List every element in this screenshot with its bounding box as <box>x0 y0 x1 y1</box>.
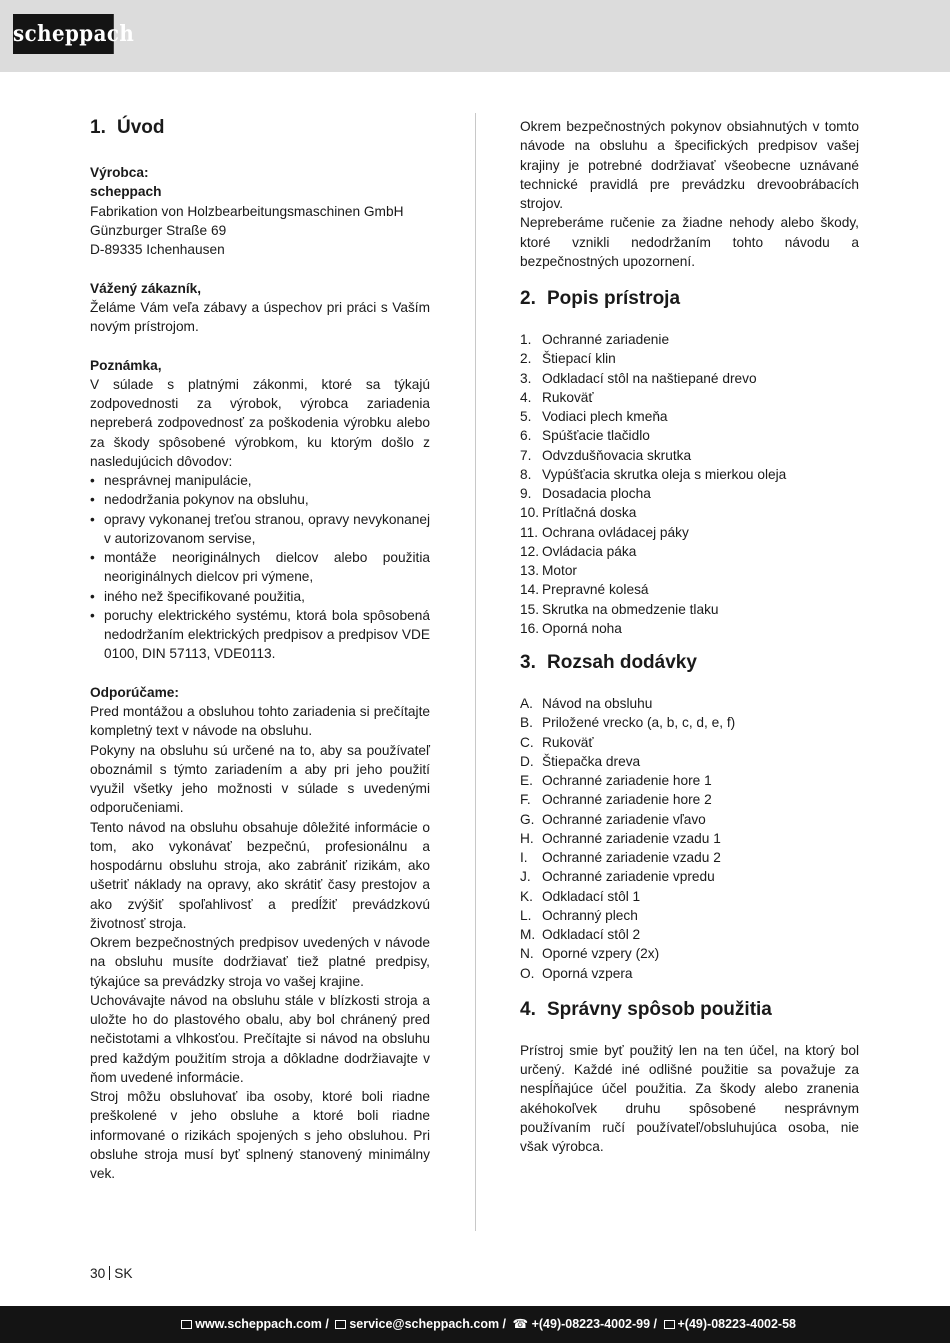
section-2-heading <box>520 288 859 310</box>
manufacturer-line: Günzburger Straße 69 <box>90 222 227 238</box>
list-item: 14. Prepravné kolesá <box>520 582 649 598</box>
list-item: M. Odkladací stôl 2 <box>520 927 641 942</box>
section-3-heading <box>520 652 859 674</box>
list-item: N. Oporné vzpery (2x) <box>520 946 660 962</box>
recommendation-paragraph: Tento návod na obsluhu obsahuje dôležité informácie o tom, ako vykonávať bezpečnú, profesionálnu a hospodárnu obsluhu stroja, ako zabrániť rizikám, ako ušetriť náklady na opravy, ako skrátiť časy prestojov a ako zvýšiť spoľahlivosť a predĺžiť prevádzkovú životnosť stroja. <box>90 819 430 931</box>
list-item: • opravy vykonanej treťou stranou, opravy nevykonanej v autorizovanom servise, <box>90 510 430 549</box>
note-bullet-list <box>90 471 430 664</box>
list-item: 15. Skrutka na obmedzenie tlaku <box>520 601 719 617</box>
fax-number: +(49)-08223-4002-58 <box>677 1317 796 1331</box>
list-item: 16. Oporná noha <box>520 620 622 636</box>
intended-use-text: Prístroj smie byť použitý len na ten účel, na ktorý bol určený. Každé iné odlišné použitie sa považuje za nespĺňajúce účel použitia. Za škody alebo zranenia akéhokoľvek druhu spôsobené nesprávnym používaním ručí používateľ/obsluhujúca osoba, nie však výrobca. <box>520 1042 859 1154</box>
note-text: V súlade s platnými zákonmi, ktoré sa týkajú zodpovednosti za výrobok, výrobca zariadenia nepreberá zodpovednosť za poškodenia výrobku alebo za škody spôsobené výrobkom, ku ktorým došlo z nasledujúcich dôvodov: <box>90 376 430 469</box>
section-title: Rozsah dodávky <box>547 652 697 673</box>
section-number: 2. <box>520 288 536 309</box>
website-link[interactable]: www.scheppach.com / <box>195 1317 329 1331</box>
list-item: C. Rukoväť <box>520 734 594 750</box>
intro-paragraph: Nepreberáme ručenie za žiadne nehody alebo škody, ktoré vznikli nedodržaním tohto návodu a bezpečnostných upozornení. <box>520 215 859 269</box>
list-item: B. Priložené vrecko (a, b, c, d, e, f) <box>520 715 736 731</box>
list-item: E. Ochranné zariadenie hore 1 <box>520 773 712 788</box>
list-item: 10. Prítlačná doska <box>520 505 637 521</box>
recommendation-paragraph: Pred montážou a obsluhou tohto zariadenia si prečítajte kompletný text v návode na obsluhu. <box>90 704 430 739</box>
dear-customer-label: Vážený zákazník, <box>90 280 202 296</box>
list-item: 13. Motor <box>520 563 577 578</box>
section-title: Úvod <box>117 117 165 138</box>
section-title: Popis prístroja <box>547 288 681 309</box>
delivery-scope-list <box>520 694 859 983</box>
list-item: 5. Vodiaci plech kmeňa <box>520 409 668 424</box>
list-item: L. Ochranný plech <box>520 907 638 923</box>
manufacturer-line: D-89335 Ichenhausen <box>90 242 225 257</box>
list-item: F. Ochranné zariadenie hore 2 <box>520 792 712 808</box>
list-item: 6. Spúšťacie tlačidlo <box>520 428 650 444</box>
list-item: • poruchy elektrického systému, ktorá bola spôsobená nedodržaním elektrických predpisov a predpisov VDE 0100, DIN 57113, VDE0113. <box>90 606 430 664</box>
recommendation-label: Odporúčame: <box>90 684 179 700</box>
list-item: 9. Dosadacia plocha <box>520 486 651 501</box>
recommendation-paragraph: Stroj môžu obsluhovať iba osoby, ktoré boli riadne preškolené v jeho obsluhe a ktoré boli riadne informované o rizikách spojených s jeho obsluhou. Pri obsluhe stroja musí byť splnený stanovený minimálny vek. <box>90 1089 430 1181</box>
list-item: 1. Ochranné zariadenie <box>520 332 670 347</box>
list-item: H. Ochranné zariadenie vzadu 1 <box>520 830 721 846</box>
right-column <box>520 117 859 1156</box>
list-item: I. Ochranné zariadenie vzadu 2 <box>520 850 721 865</box>
phone-icon: ☎ <box>512 1317 529 1331</box>
column-divider <box>475 113 476 1231</box>
list-item: • montáže neoriginálnych dielcov alebo použitia neoriginálnych dielcov pri výmene, <box>90 548 430 587</box>
left-column <box>90 117 430 1183</box>
list-item: • nedodržania pokynov na obsluhu, <box>90 490 430 509</box>
mail-icon <box>335 1320 346 1329</box>
footer-separator <box>109 1266 110 1280</box>
email-link[interactable]: service@scheppach.com / <box>349 1317 507 1331</box>
note-label: Poznámka, <box>90 357 162 373</box>
device-parts-list <box>520 330 859 638</box>
intro-paragraph: Okrem bezpečnostných pokynov obsiahnutých v tomto návode na obsluhu a špecifických predpisov vašej krajiny je potrebné dodržiavať všeobecne uznávané technické pravidlá pre prevádzku drevoobrábacích strojov. <box>520 119 859 211</box>
list-item: D. Štiepačka dreva <box>520 753 641 769</box>
list-item: 12. Ovládacia páka <box>520 543 637 559</box>
list-item: 3. Odkladací stôl na naštiepané drevo <box>520 370 757 386</box>
language-code: SK <box>114 1266 133 1281</box>
phone-number: +(49)-08223-4002-99 / <box>531 1317 658 1331</box>
scheppach-logo: scheppach <box>13 14 114 54</box>
list-item: 4. Rukoväť <box>520 389 594 405</box>
section-number: 4. <box>520 998 536 1020</box>
manufacturer-label: Výrobca: <box>90 165 149 180</box>
section-1-heading <box>90 117 430 139</box>
dear-customer-text: Želáme Vám veľa zábavy a úspechov pri práci s Vaším novým prístrojom. <box>90 299 430 334</box>
section-number: 3. <box>520 652 536 673</box>
contact-bar <box>0 1306 950 1343</box>
list-item: • iného než špecifikované použitia, <box>90 587 430 606</box>
section-4-heading <box>520 999 859 1021</box>
list-item: 2. Štiepací klin <box>520 351 616 367</box>
recommendation-paragraph: Pokyny na obsluhu sú určené na to, aby sa používateľ oboznámil s týmto zariadením a aby pri jeho použití využil všetky jeho možnosti v súlade s uvedenými odporučeniami. <box>90 742 430 816</box>
section-number: 1. <box>90 117 106 138</box>
list-item: 11. Ochrana ovládacej páky <box>520 524 689 540</box>
list-item: • nesprávnej manipulácie, <box>90 471 430 490</box>
computer-icon <box>181 1320 192 1329</box>
fax-icon <box>664 1320 675 1329</box>
recommendation-paragraph: Uchovávajte návod na obsluhu stále v blízkosti stroja a uložte ho do plastového obalu, aby bol chránený pred nečistotami a vlhkosťou. Prečítajte si návod na obsluhu pred každým použitím stroja a dôkladne dodržiavajte v ňom uvedené informácie. <box>90 992 430 1085</box>
list-item: 8. Vypúšťacia skrutka oleja s mierkou oleja <box>520 466 787 482</box>
recommendation-paragraph: Okrem bezpečnostných predpisov uvedených v návode na obsluhu musíte dodržiavať tiež platné predpisy, týkajúce sa prevádzky stroja vo vašej krajine. <box>90 935 430 989</box>
list-item: O. Oporná vzpera <box>520 965 633 981</box>
manufacturer-line: Fabrikation von Holzbearbeitungsmaschinen GmbH <box>90 203 404 219</box>
list-item: 7. Odvzdušňovacia skrutka <box>520 447 692 463</box>
section-title: Správny spôsob použitia <box>547 998 772 1020</box>
header-bar <box>0 0 950 72</box>
list-item: K. Odkladací stôl 1 <box>520 888 641 904</box>
contact-line <box>181 1315 796 1333</box>
page-number: 30 <box>90 1266 106 1281</box>
list-item: J. Ochranné zariadenie vpredu <box>520 869 715 885</box>
list-item: G. Ochranné zariadenie vľavo <box>520 811 706 827</box>
manufacturer-name: scheppach <box>90 184 162 200</box>
list-item: A. Návod na obsluhu <box>520 696 653 711</box>
page-footer <box>90 1265 133 1283</box>
